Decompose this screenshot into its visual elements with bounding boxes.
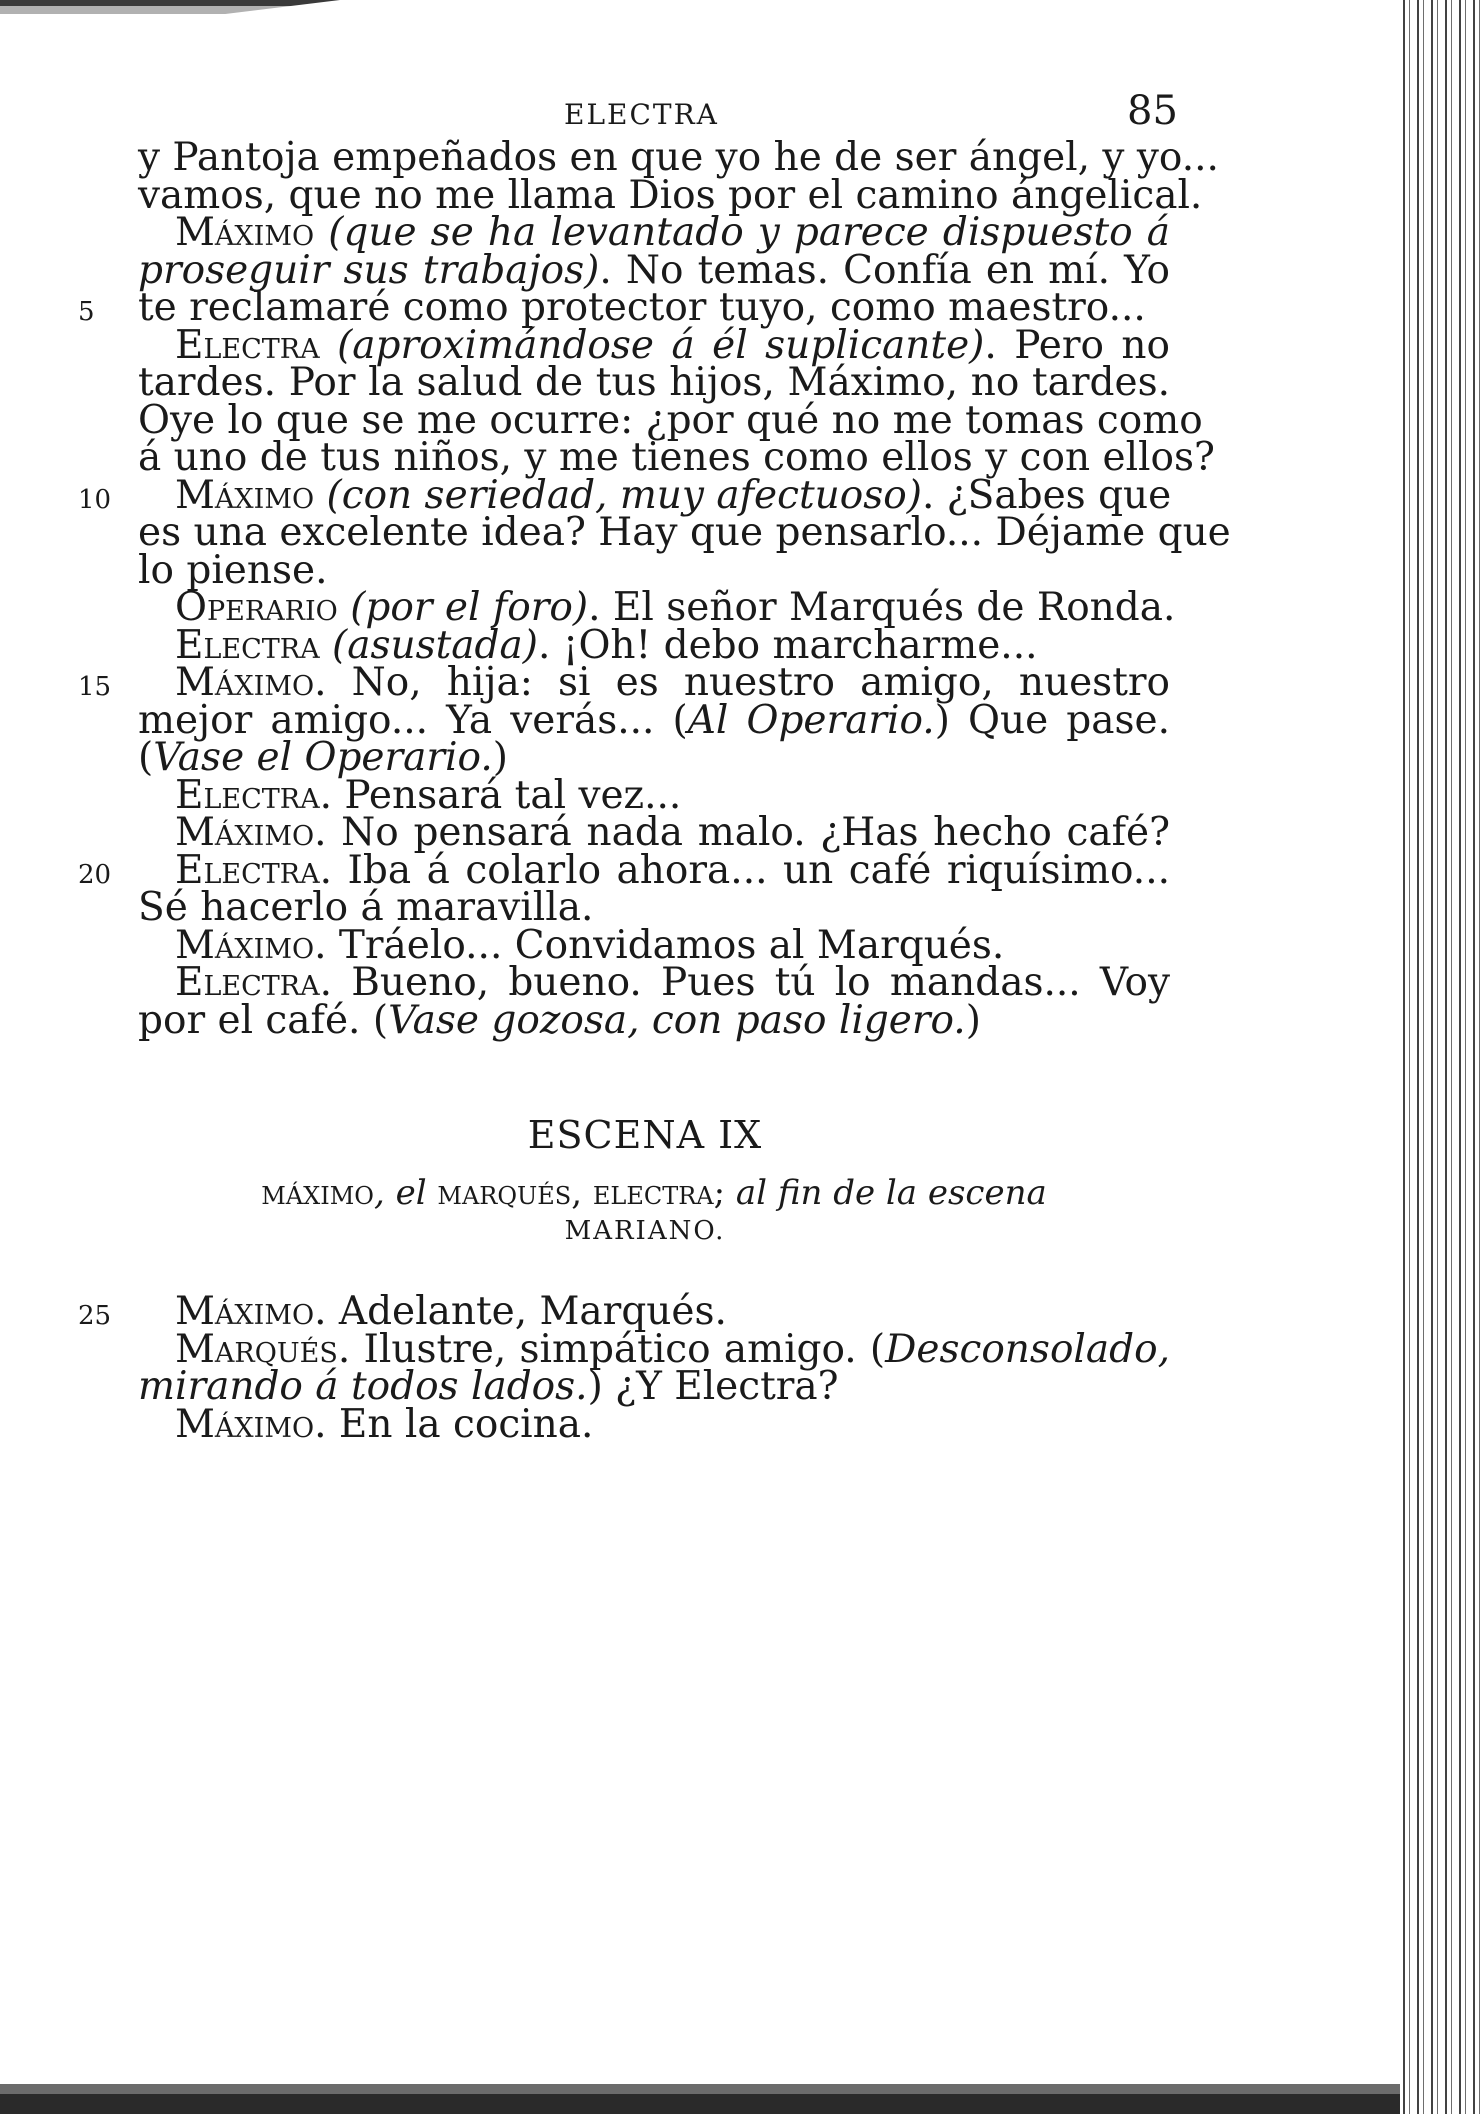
dialogue-text: . El señor Marqués de Ronda. (588, 585, 1176, 630)
speaker-name: Máximo (175, 810, 315, 855)
dialogue-text: . Iba á colarlo ahora... un café riquísimo... (319, 847, 1170, 893)
scene-cast-line-2: MARIANO. (564, 1216, 726, 1246)
line-number: 5 (78, 297, 95, 327)
dialogue-text: ) Que pase. (934, 697, 1170, 743)
dialogue-text: te reclamaré como protector tuyo, como maestro... (138, 285, 1146, 330)
speaker-name: Máximo (175, 660, 315, 705)
speaker-name: marqués (437, 1173, 572, 1213)
dialogue-text: . Tráelo... Convidamos al Marqués. (314, 922, 1005, 968)
dialogue-text: . ¡Oh! debo marcharme... (537, 622, 1038, 668)
dialogue-text: ; (713, 1173, 736, 1213)
page-bottom-edge (0, 2054, 1400, 2114)
dialogue-text: es una excelente idea? Hay que pensarlo... Déjame que (138, 510, 1231, 555)
speaker-name: Máximo (175, 922, 315, 968)
line-number: 20 (78, 859, 112, 890)
stage-direction: Vase gozosa, con paso ligero. (388, 997, 966, 1043)
speaker-name: Máximo (175, 210, 315, 255)
speaker-name: Electra (175, 960, 320, 1005)
speaker-name: Electra (175, 322, 320, 368)
dialogue-text: . Ilustre, simpático amigo. ( (337, 1326, 886, 1372)
stage-direction: Desconsolado, (885, 1326, 1170, 1372)
dialogue-text: . No, hija: si es nuestro amigo, nuestro (314, 660, 1170, 705)
speaker-name: Electra (175, 622, 320, 668)
speaker-name: Operario (175, 585, 338, 630)
stage-direction: Al Operario. (687, 697, 935, 743)
dialogue-text: ) ¿Y Electra? (587, 1364, 839, 1409)
stage-direction: proseguir sus trabajos) (138, 247, 600, 293)
line-number: 10 (78, 484, 112, 515)
text-line (175, 1400, 1170, 1450)
running-head-title: ELECTRA (564, 98, 719, 131)
stage-direction: (por el foro) (337, 585, 589, 630)
stage-direction: al fin de la escena (735, 1173, 1047, 1213)
dialogue-text: por el café. ( (138, 997, 389, 1043)
speaker-name: Máximo (175, 472, 315, 518)
dialogue-text: . Bueno, bueno. Pues tú lo mandas... Voy (319, 960, 1170, 1005)
dialogue-text: mejor amigo... Ya verás... ( (138, 697, 688, 743)
dialogue-text: . No pensará nada malo. ¿Has hecho café? (314, 810, 1170, 855)
dialogue-text: ( (138, 735, 154, 780)
speaker-name: electra (592, 1173, 714, 1213)
dialogue-text: . Pensará tal vez... (319, 772, 682, 818)
dialogue-text: tardes. Por la salud de tus hijos, Máximo, no tardes. (138, 360, 1170, 405)
text-line (138, 996, 1170, 1046)
scene-heading: ESCENA IX (527, 1113, 763, 1157)
stage-direction: (asustada) (319, 622, 538, 668)
line-number: 15 (78, 672, 112, 702)
line-number: 25 (78, 1301, 112, 1331)
dialogue-text: . Pero no (984, 322, 1170, 368)
speaker-name: Máximo (175, 1401, 315, 1447)
scene-cast-line (138, 1168, 1170, 1218)
stage-direction: mirando á todos lados. (138, 1364, 588, 1409)
dialogue-text: ) (965, 997, 981, 1043)
stage-direction: (aproximándose á él suplicante) (319, 322, 985, 368)
dialogue-text: á uno de tus niños, y me tienes como ellos y con ellos? (138, 435, 1215, 480)
speaker-name: Máximo (175, 1289, 315, 1334)
book-binding-edge (1400, 0, 1480, 2114)
stage-direction: (que se ha levantado y parece dispuesto á (314, 210, 1170, 255)
speaker-name: máximo (261, 1173, 374, 1213)
dialogue-text: . No temas. Confía en mí. Yo (599, 247, 1170, 293)
page-corner-shadow (0, 0, 340, 34)
dialogue-text: vamos, que no me llama Dios por el camino ángelical. (138, 172, 1203, 218)
dialogue-text: Sé hacerlo á maravilla. (138, 885, 594, 930)
speaker-name: Electra (175, 847, 320, 893)
dialogue-text: , (571, 1173, 593, 1213)
dialogue-text: . ¿Sabes que (921, 472, 1172, 518)
dialogue-text: lo piense. (138, 547, 328, 593)
speaker-name: Marqués (175, 1326, 338, 1372)
dialogue-text: Oye lo que se me ocurre: ¿por qué no me tomas como (138, 397, 1203, 443)
stage-direction: Vase el Operario. (153, 735, 493, 780)
dialogue-text: ) (492, 735, 508, 780)
page-number: 85 (1127, 88, 1178, 134)
dialogue-text: y Pantoja empeñados en que yo he de ser ángel, y yo... (138, 135, 1219, 180)
dialogue-text: . En la cocina. (314, 1401, 594, 1447)
stage-direction: , el (373, 1173, 438, 1213)
dialogue-text: . Adelante, Marqués. (314, 1289, 727, 1334)
speaker-name: Electra (175, 772, 320, 818)
stage-direction: (con seriedad, muy afectuoso) (314, 472, 922, 518)
